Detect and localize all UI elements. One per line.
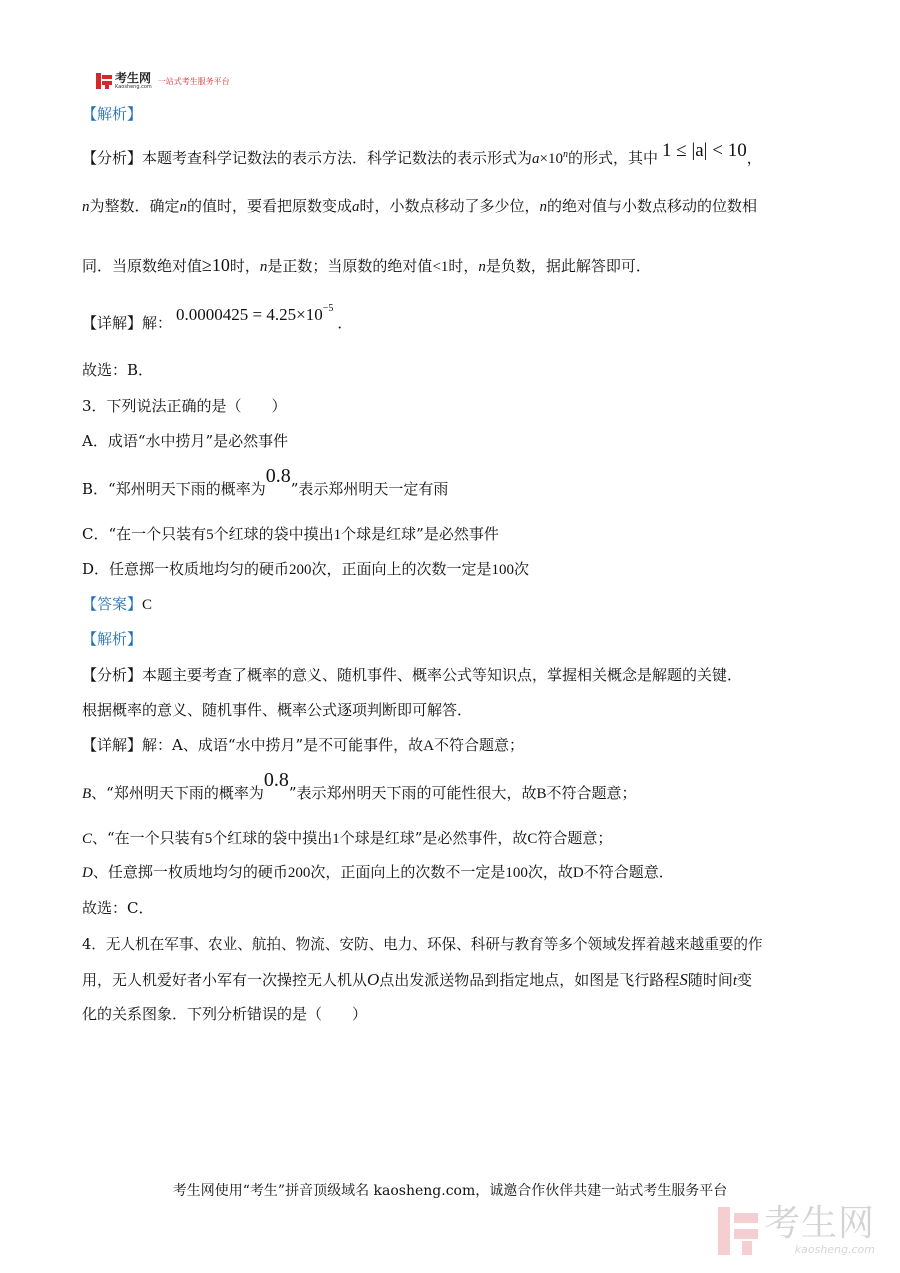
q3-optd-n100: 100: [491, 562, 515, 578]
q2-xiangjie-tag: 【详解】: [82, 314, 143, 332]
q3-xj-b-letter: B: [82, 786, 92, 802]
q2-n5: n: [478, 259, 486, 275]
q3-xj-c-end: 符合题意；: [537, 829, 613, 847]
logo-icon: [96, 73, 112, 89]
q2-line3-text3: 是正数；当原数的绝对值: [267, 257, 433, 275]
q3-fenxi-tag: 【分析】: [82, 666, 143, 684]
q3-option-c: [82, 524, 499, 545]
q3-xj-b-end: 不符合题意；: [546, 784, 637, 802]
q3-answer: 故选：C．: [82, 899, 154, 917]
q3-optd-text3: 次: [514, 560, 530, 578]
q3-option-d: [82, 559, 529, 580]
q3-xj-c-text1: 、“在一个只装有: [92, 829, 205, 847]
q2-n1: n: [82, 199, 90, 215]
q3-optb-val: 0.8: [265, 465, 291, 487]
q4-line3: 化的关系图象．下列分析错误的是（ ）: [82, 1005, 368, 1023]
q3-xiangjie-tag: 【详解】: [82, 736, 143, 754]
logo-slogan: 一站式考生服务平台: [157, 76, 230, 86]
q4-line2-text4: 变: [737, 971, 753, 989]
q2-fenxi-text1: 本题考查科学记数法的表示方法．科学记数法的表示形式为: [142, 149, 533, 167]
q4-var-s: S: [679, 970, 688, 989]
q3-xj-b-text2: ”表示郑州明天下雨的可能性很大，故: [288, 784, 537, 802]
q2-a2: a: [352, 199, 360, 215]
q3-xj-c-letter: C: [82, 831, 93, 847]
q2-line3-text4: 时，: [448, 257, 479, 275]
q4-line2-text3: 随时间: [687, 971, 733, 989]
q3-optc-text1: C．“在一个只装有: [82, 525, 207, 543]
logo-url: Kaosheng.com: [115, 84, 152, 90]
q3-xj-c-n1: 1: [332, 831, 340, 847]
q3-answer-line: [82, 594, 152, 615]
q3-optd-n200: 200: [289, 562, 312, 578]
q3-xj-d-text3: 次，故: [527, 863, 573, 881]
q3-xj-b-text1: 、“郑州明天下雨的概率为: [91, 784, 264, 802]
q3-xj-d-text1: 、任意掷一枚质地均匀的硬币: [92, 863, 288, 881]
header-logo: [96, 72, 230, 90]
q2-expr-a: a: [532, 151, 540, 167]
q3-jiexi-tag: 【解析】: [82, 630, 143, 648]
q3-option-b: [82, 465, 449, 499]
q3-option-a: A．成语“水中捞月”是必然事件: [82, 432, 289, 450]
q3-stem: 3．下列说法正确的是（ ）: [82, 397, 287, 415]
q4-line2-text1: 用，无人机爱好者小军有一次操控无人机从: [82, 971, 368, 989]
q2-line2-text4: 的绝对值与小数点移动的位数相: [547, 197, 758, 215]
q3-xj-a-letter: A: [423, 738, 435, 754]
q2-expr-times: ×10: [539, 151, 563, 167]
q3-xj-c-text3: 个球是红球”是必然事件，故: [339, 829, 528, 847]
q2-n2: n: [179, 199, 188, 215]
q3-xj-a-end: 不符合题意；: [434, 736, 525, 754]
q3-xiangjie-c: [82, 828, 612, 849]
q2-fenxi-line3: [82, 255, 651, 277]
q2-xiangjie-line: [82, 303, 353, 333]
q2-n3: n: [539, 199, 548, 215]
q3-fenxi-line2: 根据概率的意义、随机事件、概率公式逐项判断即可解答．: [82, 701, 473, 719]
q3-xiangjie-d: [82, 862, 674, 883]
q3-optc-text2: 个红球的袋中摸出: [213, 525, 334, 543]
q3-optb-text1: B．“郑州明天下雨的概率为: [82, 480, 266, 498]
page-footer: 考生网使用“考生”拼音顶级域名 kaosheng.com，诚邀合作伙伴共建一站式考生服务平台: [172, 1183, 728, 1199]
q2-ge10: ≥10: [202, 255, 230, 275]
q2-line2-text1: 为整数．确定: [89, 197, 180, 215]
q2-fenxi-text2: 的形式，其中: [568, 149, 659, 167]
q2-fenxi-tag: 【分析】: [82, 149, 143, 167]
q3-xj-b-letter2: B: [536, 786, 547, 802]
q3-optd-text1: D．任意掷一枚质地均匀的硬币: [82, 560, 290, 578]
q3-xj-b-val: 0.8: [263, 769, 289, 791]
q2-eq-exp: −5: [322, 303, 334, 314]
watermark-url: kaosheng.com: [794, 1243, 876, 1256]
q2-jiexi-tag: 【解析】: [82, 105, 143, 123]
q2-line2-text3: 时，小数点移动了多少位，: [359, 197, 540, 215]
q3-daan-val: C: [142, 597, 153, 613]
q2-lt1: <1: [432, 259, 449, 275]
q2-comma: ，: [746, 149, 762, 167]
watermark: [718, 1205, 875, 1256]
q3-fenxi-line1: [82, 665, 742, 685]
q3-xj-c-text2: 个红球的袋中摸出: [212, 829, 333, 847]
q3-daan-tag: 【答案】: [82, 595, 143, 613]
logo-name: 考生网: [115, 71, 152, 85]
q3-xiangjie-b: [82, 769, 637, 804]
q3-optc-text3: 个球是红球”是必然事件: [341, 525, 499, 543]
q4-point-o: O: [367, 970, 380, 989]
q3-xj-d-end: 不符合题意．: [583, 863, 674, 881]
q3-xj-d-text2: 次，正面向上的次数不一定是: [310, 863, 506, 881]
q2-range: 1 ≤ |a| < 10: [662, 140, 747, 161]
q2-n4: n: [259, 259, 268, 275]
q3-fenxi-text: 本题主要考查了概率的意义、随机事件、概率公式等知识点，掌握相关概念是解题的关键．: [142, 666, 743, 684]
q3-xj-a: 解：A、成语“水中捞月”是不可能事件，故: [142, 736, 424, 754]
q3-optb-text2: ”表示郑州明天一定有雨: [290, 480, 449, 498]
q2-line3-text2: 时，: [229, 257, 260, 275]
q4-line2: [82, 970, 752, 991]
q4-var-t: t: [732, 973, 737, 989]
q3-xj-d-letter: D: [82, 865, 93, 881]
q2-fenxi-line1: [82, 140, 762, 169]
q3-optc-n1: 1: [333, 527, 342, 543]
q3-xj-d-n200: 200: [287, 865, 311, 881]
watermark-name: 考生网: [764, 1203, 876, 1244]
q3-xj-c-letter2: C: [527, 831, 538, 847]
q3-xj-d-letter2: D: [572, 865, 584, 881]
q2-xiangjie-text: 解：: [142, 314, 173, 332]
q2-line3-text5: 是负数，据此解答即可．: [485, 257, 651, 275]
q2-eq-main: 0.0000425 = 4.25×10: [176, 305, 323, 324]
q3-xiangjie-a: [82, 735, 524, 756]
q3-optd-text2: 次，正面向上的次数一定是: [311, 560, 492, 578]
q3-optc-n5: 5: [206, 527, 214, 543]
q4-line2-text2: 点出发派送物品到指定地点，如图是飞行路程: [379, 971, 680, 989]
watermark-logo-icon: [718, 1207, 758, 1255]
q2-fenxi-line2: [82, 196, 757, 217]
q4-line1: 4．无人机在军事、农业、航拍、物流、安防、电力、环保、科研与教育等多个领域发挥着越来越重要的作: [82, 936, 763, 953]
q2-line3-text1: 同．当原数绝对值: [82, 257, 203, 275]
q2-eq-end: ．: [337, 314, 353, 332]
q3-xj-c-n5: 5: [204, 831, 213, 847]
q2-line2-text2: 的值时，要看把原数变成: [187, 197, 353, 215]
q2-expr-exp: n: [563, 149, 568, 160]
q3-xj-d-n100: 100: [505, 865, 528, 881]
q2-answer: 故选：B．: [82, 361, 154, 379]
